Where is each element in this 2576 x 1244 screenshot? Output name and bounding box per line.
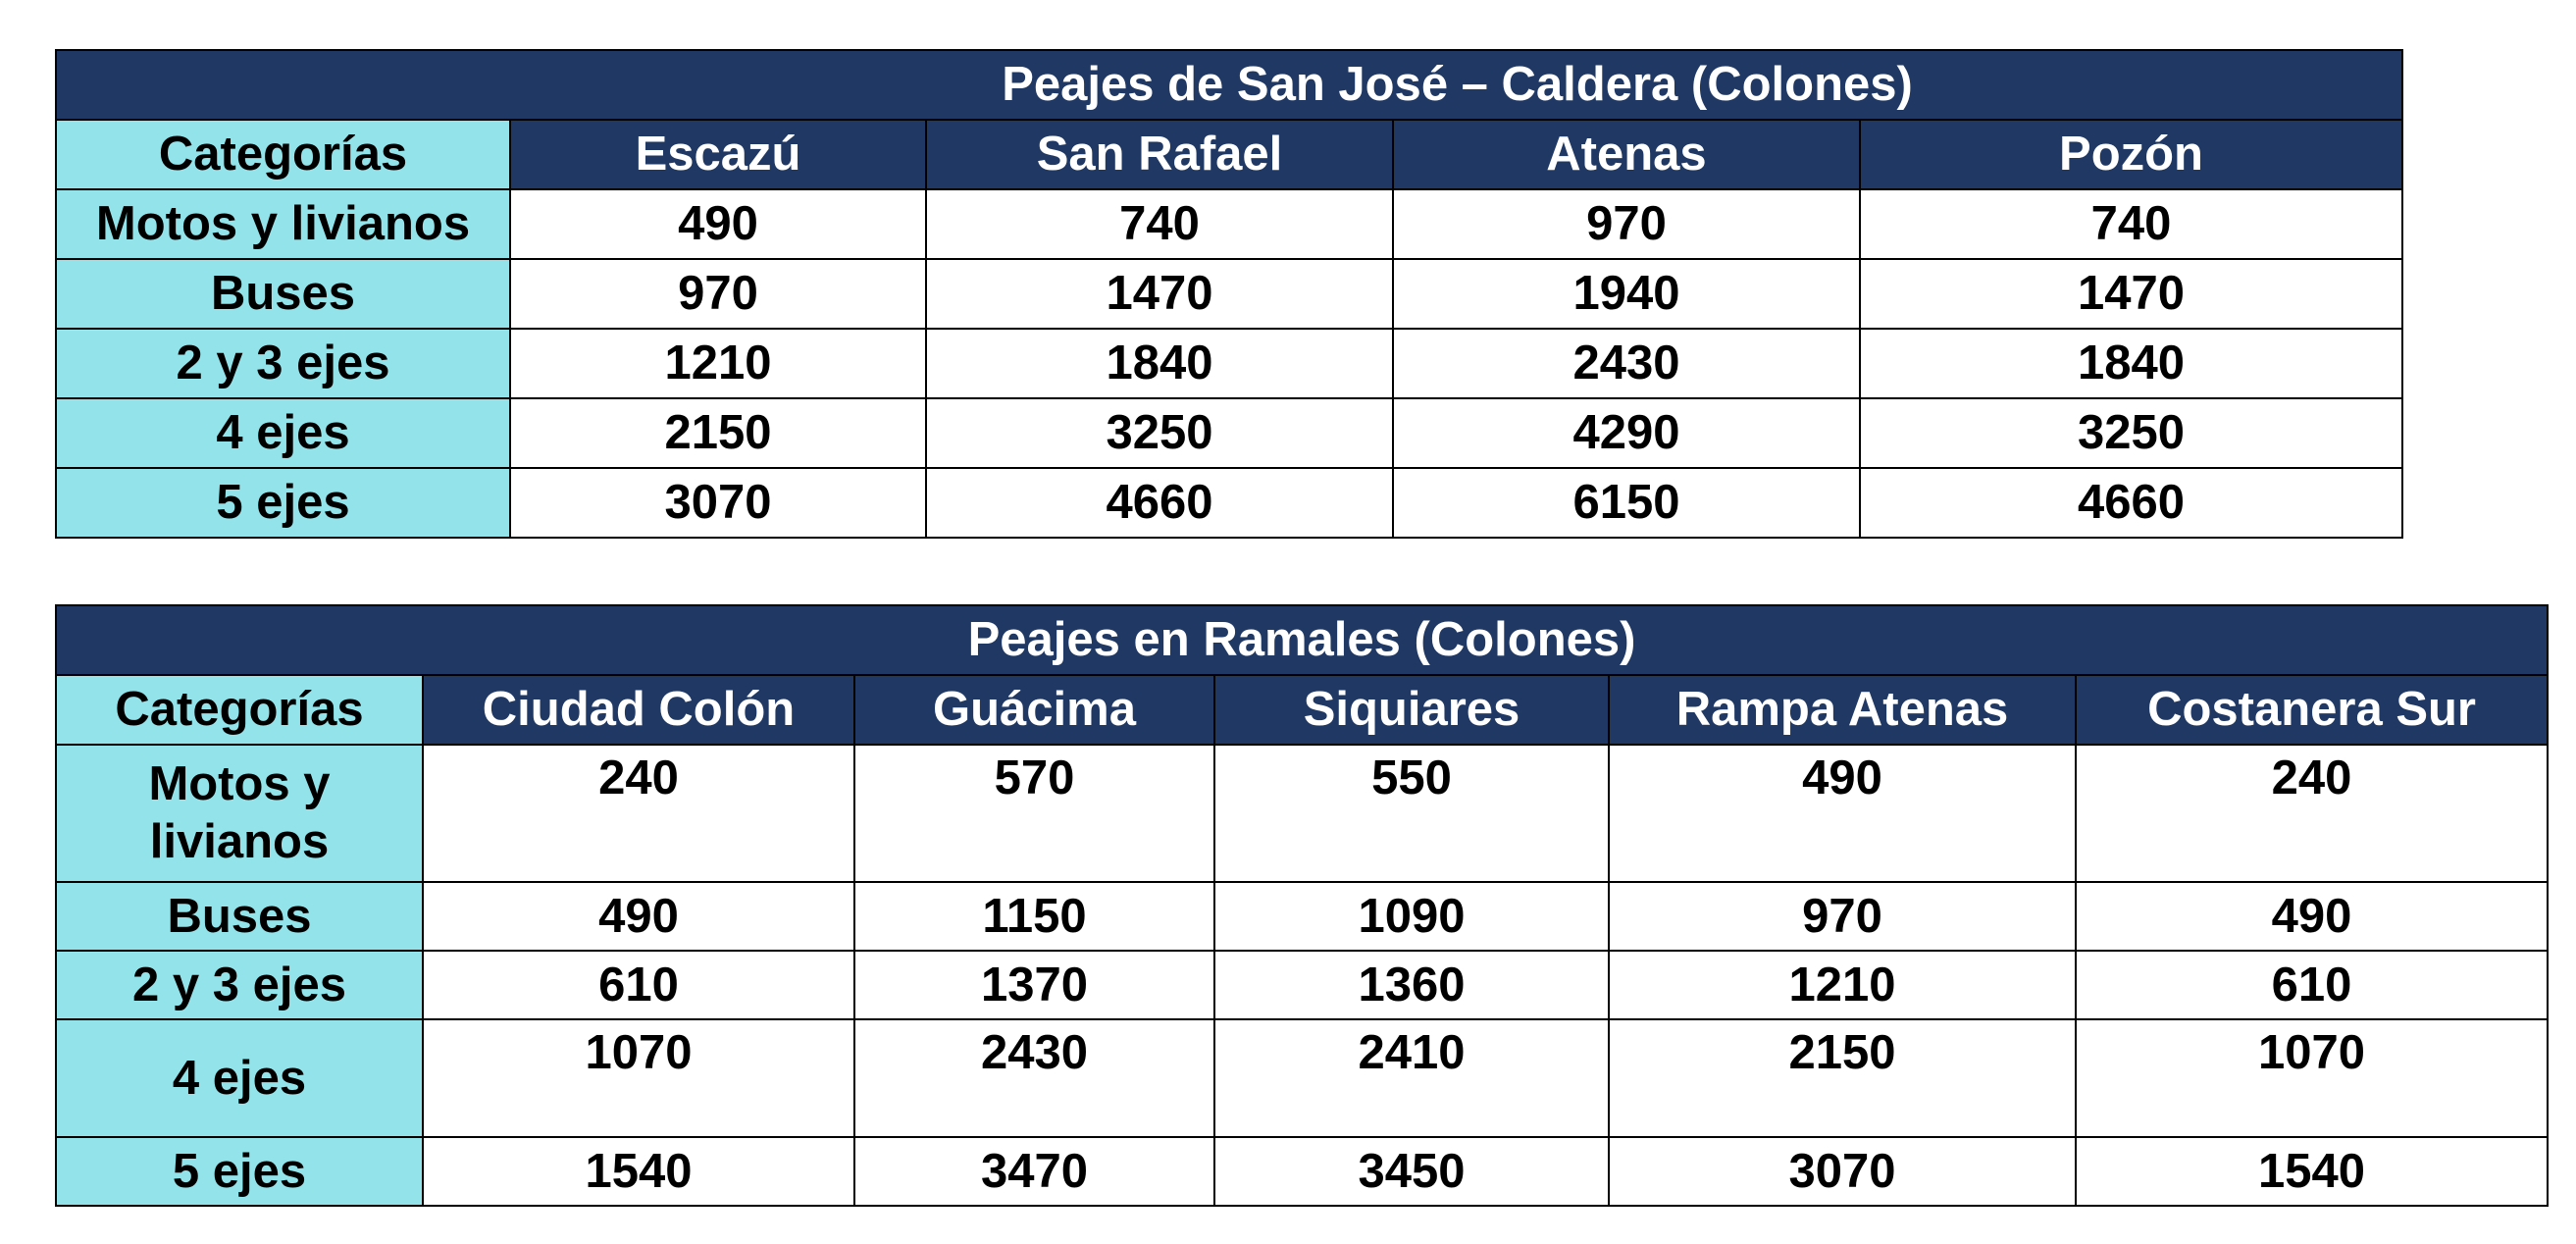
toll-value: 1370 [854, 951, 1214, 1019]
toll-value: 550 [1214, 745, 1609, 882]
column-header-costanera-sur: Costanera Sur [2076, 675, 2548, 745]
toll-value: 740 [1860, 189, 2402, 259]
category-label: Buses [56, 882, 423, 951]
toll-value: 4290 [1393, 398, 1860, 468]
toll-value: 1090 [1214, 882, 1609, 951]
column-header-escazu: Escazú [510, 120, 926, 189]
toll-value: 490 [1609, 745, 2076, 882]
table-row [56, 745, 2548, 882]
toll-value: 3070 [1609, 1137, 2076, 1206]
table-row [56, 189, 2402, 259]
table-row [56, 259, 2402, 329]
category-label: 4 ejes [56, 1019, 423, 1137]
column-header-atenas: Atenas [1393, 120, 1860, 189]
toll-value: 970 [510, 259, 926, 329]
category-label: Motos y livianos [56, 189, 510, 259]
tolls-san-jose-caldera-table [55, 49, 2403, 539]
toll-value: 970 [1609, 882, 2076, 951]
column-header-ciudad-colon: Ciudad Colón [423, 675, 854, 745]
toll-value: 2430 [1393, 329, 1860, 398]
category-label: 2 y 3 ejes [56, 329, 510, 398]
toll-value: 3470 [854, 1137, 1214, 1206]
toll-value: 2150 [510, 398, 926, 468]
table-row [56, 951, 2548, 1019]
toll-value: 3070 [510, 468, 926, 538]
table-row [56, 1137, 2548, 1206]
toll-value: 1210 [1609, 951, 2076, 1019]
header-row [56, 675, 2548, 745]
table-row [56, 329, 2402, 398]
toll-value: 1070 [423, 1019, 854, 1137]
toll-value: 240 [2076, 745, 2548, 882]
toll-value: 1210 [510, 329, 926, 398]
toll-value: 240 [423, 745, 854, 882]
category-label: Motos y livianos [56, 745, 423, 882]
category-label: 2 y 3 ejes [56, 951, 423, 1019]
toll-value: 570 [854, 745, 1214, 882]
table-row [56, 468, 2402, 538]
toll-value: 1840 [926, 329, 1393, 398]
column-header-pozon: Pozón [1860, 120, 2402, 189]
table-row [56, 398, 2402, 468]
toll-value: 490 [423, 882, 854, 951]
toll-value: 2430 [854, 1019, 1214, 1137]
category-label: Buses [56, 259, 510, 329]
column-header-categories: Categorías [56, 120, 510, 189]
toll-value: 6150 [1393, 468, 1860, 538]
tolls-ramales-table [55, 604, 2549, 1207]
toll-value: 1840 [1860, 329, 2402, 398]
toll-value: 1360 [1214, 951, 1609, 1019]
toll-value: 740 [926, 189, 1393, 259]
toll-value: 3250 [926, 398, 1393, 468]
category-label: 5 ejes [56, 468, 510, 538]
toll-value: 610 [2076, 951, 2548, 1019]
header-row [56, 120, 2402, 189]
table-row [56, 882, 2548, 951]
toll-value: 2150 [1609, 1019, 2076, 1137]
toll-value: 1540 [2076, 1137, 2548, 1206]
category-label: 5 ejes [56, 1137, 423, 1206]
toll-value: 970 [1393, 189, 1860, 259]
toll-value: 1070 [2076, 1019, 2548, 1137]
table-row [56, 1019, 2548, 1137]
toll-value: 3450 [1214, 1137, 1609, 1206]
toll-value: 1470 [926, 259, 1393, 329]
table-title: Peajes de San José – Caldera (Colones) [56, 50, 2402, 120]
table-title: Peajes en Ramales (Colones) [56, 605, 2548, 675]
toll-value: 2410 [1214, 1019, 1609, 1137]
toll-value: 1470 [1860, 259, 2402, 329]
column-header-siquiares: Siquiares [1214, 675, 1609, 745]
toll-value: 1940 [1393, 259, 1860, 329]
toll-value: 610 [423, 951, 854, 1019]
category-label: 4 ejes [56, 398, 510, 468]
column-header-categories: Categorías [56, 675, 423, 745]
toll-value: 490 [510, 189, 926, 259]
toll-value: 1540 [423, 1137, 854, 1206]
toll-value: 4660 [1860, 468, 2402, 538]
toll-value: 1150 [854, 882, 1214, 951]
toll-value: 490 [2076, 882, 2548, 951]
column-header-rampa-atenas: Rampa Atenas [1609, 675, 2076, 745]
column-header-san-rafael: San Rafael [926, 120, 1393, 189]
column-header-guacima: Guácima [854, 675, 1214, 745]
toll-value: 3250 [1860, 398, 2402, 468]
toll-value: 4660 [926, 468, 1393, 538]
